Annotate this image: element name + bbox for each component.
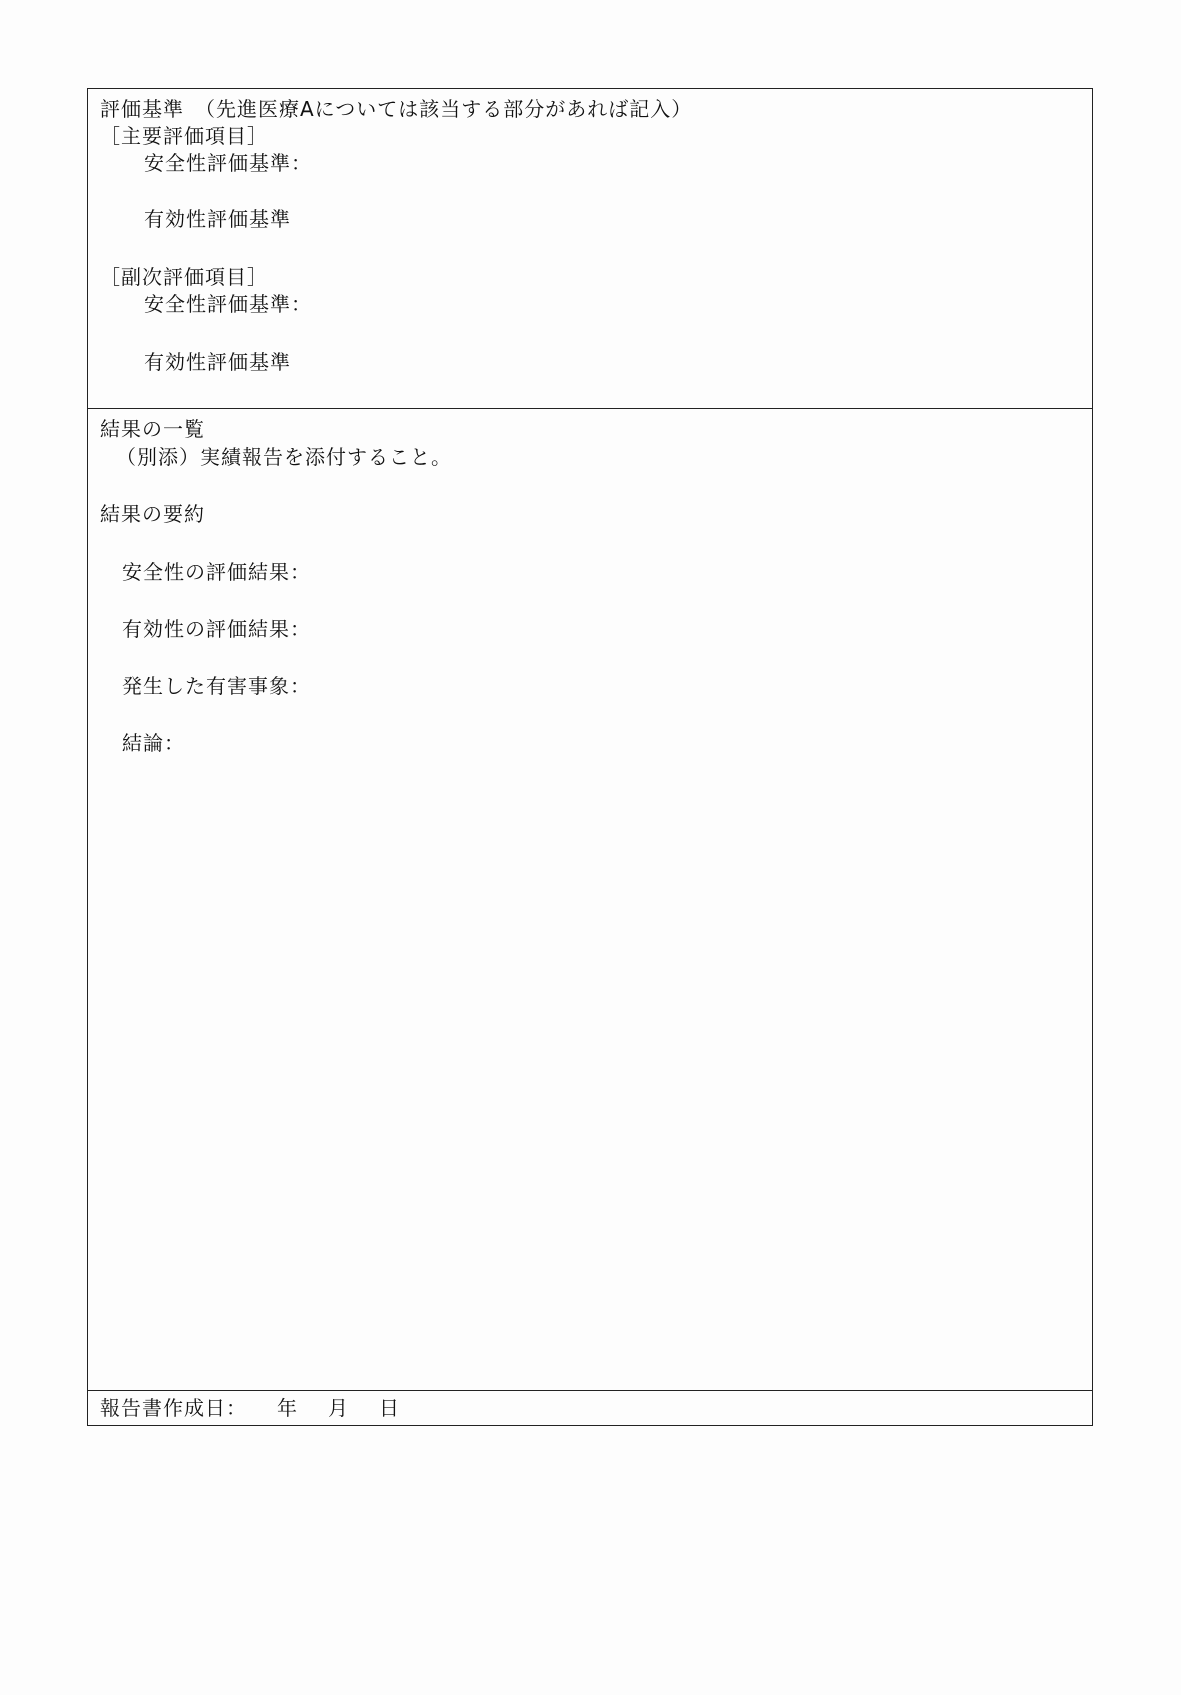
safety-result-label: 安全性の評価結果： (122, 560, 311, 584)
report-date-row (100, 1396, 400, 1420)
attachment-note: （別添）実績報告を添付すること。 (116, 445, 452, 469)
results-section (88, 409, 1092, 1391)
year-unit: 年 (277, 1396, 298, 1420)
results-list-heading: 結果の一覧 (100, 417, 205, 441)
primary-endpoints-label: ［主要評価項目］ (100, 124, 268, 148)
criteria-heading: 評価基準 （先進医療Aについては該当する部分があれば記入） (100, 97, 693, 121)
report-form (87, 88, 1093, 1426)
results-summary-heading: 結果の要約 (100, 502, 205, 526)
report-date-label: 報告書作成日： (100, 1396, 247, 1420)
adverse-events-label: 発生した有害事象： (122, 674, 311, 698)
conclusion-label: 結論： (122, 731, 185, 755)
report-date-section (88, 1391, 1092, 1425)
efficacy-result-label: 有効性の評価結果： (122, 617, 311, 641)
secondary-endpoints-label: ［副次評価項目］ (100, 265, 268, 289)
secondary-safety-criteria: 安全性評価基準： (144, 292, 312, 316)
primary-efficacy-criteria: 有効性評価基準 (144, 207, 291, 231)
primary-safety-criteria: 安全性評価基準： (144, 151, 312, 175)
secondary-efficacy-criteria: 有効性評価基準 (144, 350, 291, 374)
evaluation-criteria-section (88, 89, 1092, 409)
day-unit: 日 (379, 1396, 400, 1420)
month-unit: 月 (328, 1396, 349, 1420)
